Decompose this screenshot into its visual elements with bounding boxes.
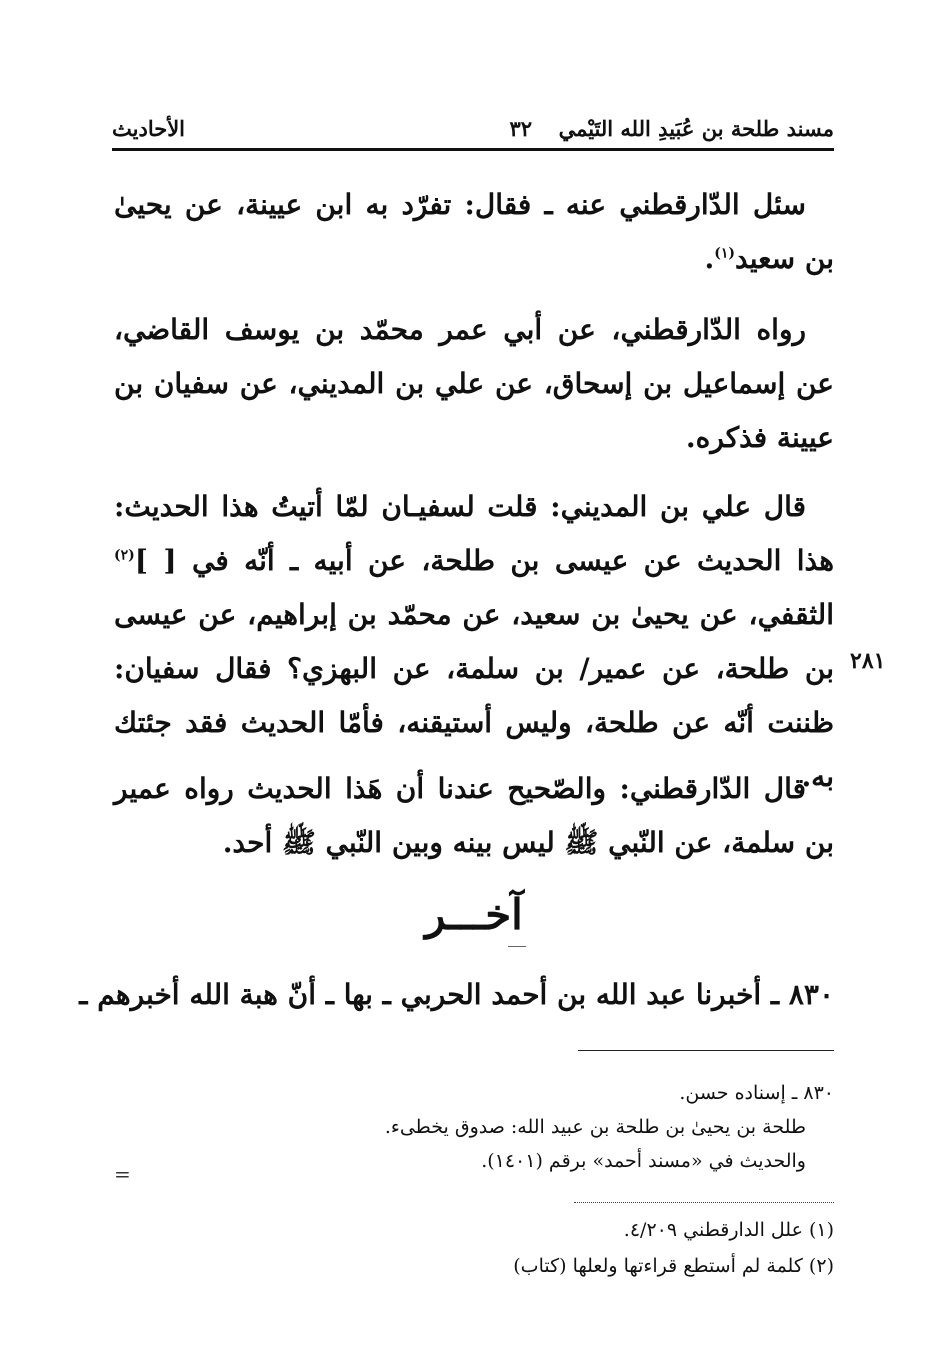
running-header [112,112,834,151]
footnotes-divider [574,1202,834,1203]
notes-divider [578,1050,834,1051]
paragraph-3-rest: الثقفي، عن يحيىٰ بن سعيد، عن محمّد بن إبراهيم، عن عيسى بن طلحة، عن عمير/ بن سلمة، عن البهزي؟ فقال سفيان: ظننت أنّه عن طلحة، وليس أستيقنه، فأمّا الحديث فقد جئتك به. [114,598,834,793]
paragraph-2-text: رواه الدّارقطني، عن أبي عمر محمّد بن يوسف القاضي، عن إسماعيل بن إسحاق، عن علي بن المديني، عن سفيان بن عيينة فذكره. [114,313,834,454]
note-line: ٨٣٠ ـ إسناده حسن. [679,1082,834,1104]
note-line: طلحة بن يحيىٰ بن طلحة بن عبيد الله: صدوق يخطىء. [384,1116,806,1138]
margin-manuscript-number: ٢٨١ [850,648,886,674]
margin-mark: = [114,1162,131,1186]
paragraph-1-text: سئل الدّارقطني عنه ـ فقال: تفرّد به ابن عيينة، عن يحيىٰ بن سعيد [114,188,834,275]
footnote-2: (٢) كلمة لم أستطع قراءتها ولعلها (كتاب) [513,1255,834,1277]
footnote-ref-1: (١) [714,245,736,262]
paragraph-3-text: قال علي بن المديني: قلت لسفيـان لمّا أتيتُ هذا الحديث: هذا الحديث عن عيسى بن طلحة، عن أبيه ـ أنّه في [ ] [114,490,834,577]
section-title: آخـــر [425,890,523,939]
paragraph-2 [114,303,834,465]
paragraph-1 [114,178,834,286]
hadith-830-line: ٨٣٠ ـ أخبرنا عبد الله بن أحمد الحربي ـ بها ـ أنّ هبة الله أخبرهم ـ [79,978,834,1011]
title-ornament [508,946,526,947]
paragraph-3 [114,480,834,804]
header-section-title: الأحاديث [112,116,186,141]
footnote-ref-2: (٢) [114,547,135,564]
footnote-1: (١) علل الدارقطني ٤/٢٠٩. [623,1219,834,1241]
paragraph-1-end: . [704,242,715,275]
paragraph-4-text: قال الدّارقطني: والصّحيح عندنا أن هَذا الحديث رواه عمير بن سلمة، عن النّبي ﷺ ليس بينه وبين النّبي ﷺ أحد. [114,772,834,859]
note-line: والحديث في «مسند أحمد» برقم (١٤٠١). [481,1150,806,1172]
hadith-notes [114,1076,834,1178]
footnotes [114,1212,834,1284]
page-number: ٣٢ [509,116,532,141]
paragraph-4 [114,762,834,870]
header-book-title: مسند طلحة بن عُبَيدِ الله التَيْمي [558,116,834,141]
